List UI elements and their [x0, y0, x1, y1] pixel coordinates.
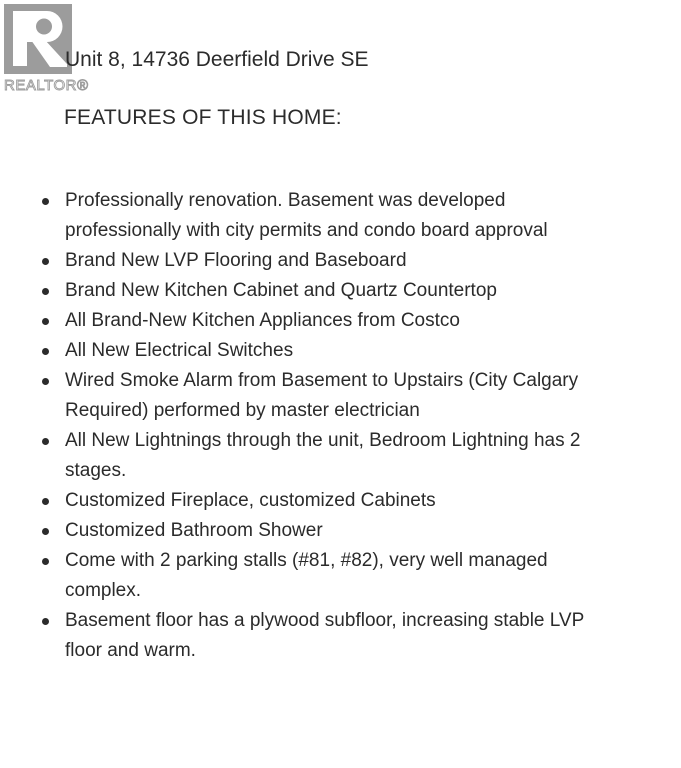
feature-item: Basement floor has a plywood subfloor, increasing stable LVP floor and warm.	[39, 606, 613, 666]
feature-item: Brand New LVP Flooring and Baseboard	[39, 246, 613, 276]
page-title-address: Unit 8, 14736 Deerfield Drive SE	[65, 48, 369, 71]
realtor-r-icon	[4, 4, 72, 74]
feature-item: Brand New Kitchen Cabinet and Quartz Countertop	[39, 276, 613, 306]
feature-item: Professionally renovation. Basement was developed professionally with city permits and condo board approval	[39, 186, 613, 246]
features-heading: FEATURES OF THIS HOME:	[64, 106, 342, 129]
features-list	[39, 186, 613, 666]
feature-item: All Brand-New Kitchen Appliances from Costco	[39, 306, 613, 336]
feature-item: Customized Bathroom Shower	[39, 516, 613, 546]
feature-item: Customized Fireplace, customized Cabinets	[39, 486, 613, 516]
realtor-wordmark: REALTOR®	[4, 77, 89, 94]
feature-item: Wired Smoke Alarm from Basement to Upstairs (City Calgary Required) performed by master electrician	[39, 366, 613, 426]
feature-item: All New Lightnings through the unit, Bedroom Lightning has 2 stages.	[39, 426, 613, 486]
feature-item: Come with 2 parking stalls (#81, #82), very well managed complex.	[39, 546, 613, 606]
feature-item: All New Electrical Switches	[39, 336, 613, 366]
